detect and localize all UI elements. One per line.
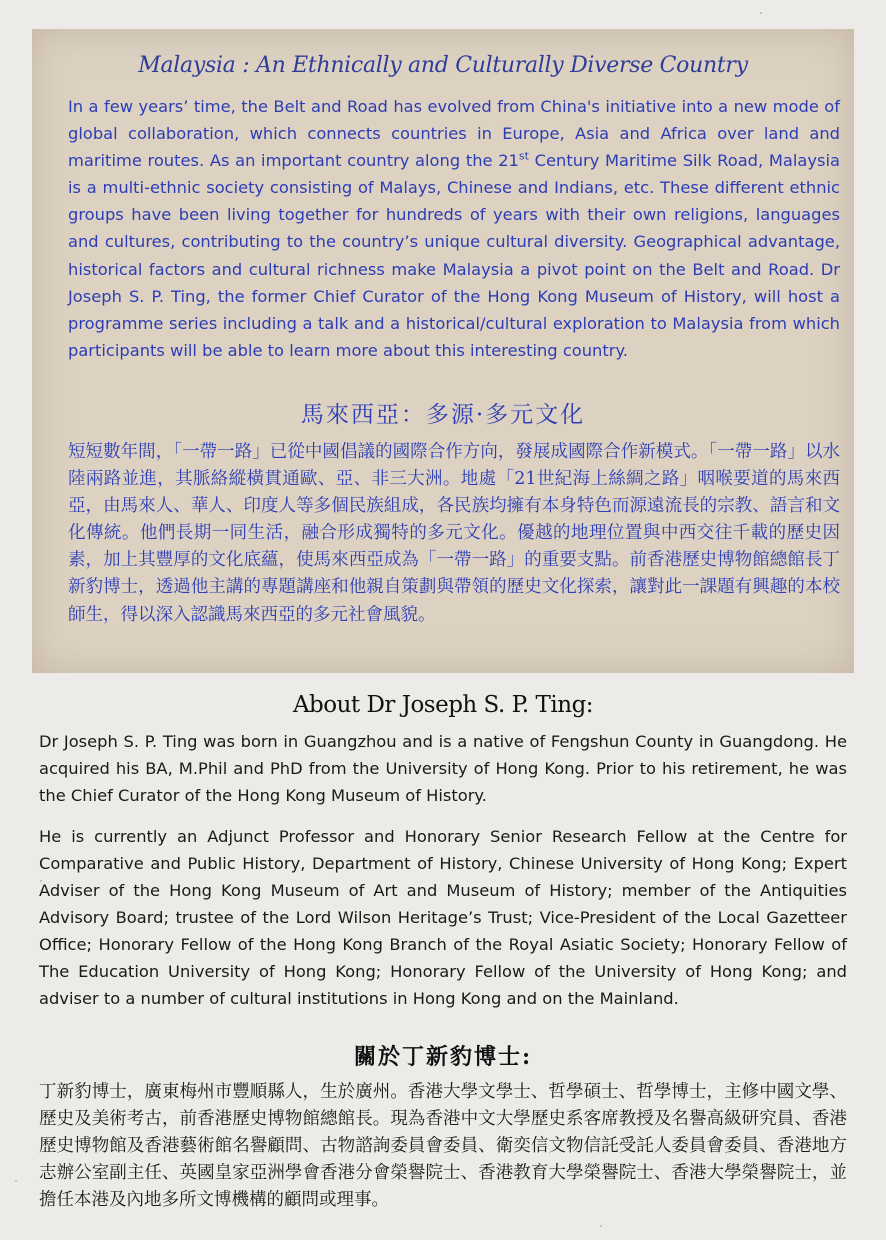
panel-title: Malaysia : An Ethnically and Culturally Diverse Country xyxy=(138,53,748,78)
bio-paragraph-zh: 丁新豹博士，廣東梅州市豐順縣人，生於廣州。香港大學文學士、哲學碩士、哲學博士，主修中國文學、歷史及美術考古，前香港歷史博物館總館長。現為香港中文大學歷史系客席教授及名譽高級研究員、香港歷史博物館及香港藝術館名譽顧問、古物諮詢委員會委員、衛奕信文物信託受託人委員會委員、香港地方志辦公室副主任、英國皇家亞洲學會香港分會榮譽院士、香港教育大學榮譽院士、香港大學榮譽院士，並擔任本港及內地多所文博機構的顧問或理事。 xyxy=(39,1082,847,1210)
intro-paragraph-zh: 短短數年間，「一帶一路」已從中國倡議的國際合作方向，發展成國際合作新模式。「一帶一路」以水陸兩路並進，其脈絡縱橫貫通歐、亞、非三大洲。地處「21世紀海上絲綢之路」咽喉要道的馬來西亞，由馬來人、華人、印度人等多個民族組成，各民族均擁有本身特色而源遠流長的宗教、語言和文化傳統。他們長期一同生活，融合形成獨特的多元文化。優越的地理位置與中西交往千載的歷史因素，加上其豐厚的文化底蘊，使馬來西亞成為「一帶一路」的重要支點。前香港歷史博物館總館長丁新豹博士，透過他主講的專題講座和他親自策劃與帶領的歷史文化探索，讓對此一課題有興趣的本校師生，得以深入認識馬來西亞的多元社會風貌。 xyxy=(68,442,840,625)
bio-paragraph-2: He is currently an Adjunct Professor and Honorary Senior Research Fellow at the Centre for Comparative and Public History, Department of History, Chinese University of Hong Kong; Expert Adviser of the Hong Kong Museum of Art and Museum of History; member of the Antiquities Advisory Board; trustee of the Lord Wilson Heritage’s Trust; Vice-President of the Local Gazetteer Office; Honorary Fellow of the Hong Kong Branch of the Royal Asiatic Society; Honorary Fellow of The Education University of Hong Kong; Honorary Fellow of the University of Hong Kong; and adviser to a number of cultural institutions in Hong Kong and on the Mainland. xyxy=(39,827,847,1008)
intro-paragraph-en xyxy=(68,93,840,364)
paper-speck xyxy=(600,1225,602,1227)
intro-text-part1: In a few years’ time, the Belt and Road has evolved from China's initiative into a new mode of global collaboration, which connects countries in Europe, Asia and Africa over land and maritime routes. As an important country along the 21 xyxy=(68,97,840,171)
about-title-zh: 關於丁新豹博士: xyxy=(353,1044,533,1070)
intro-text-part2: Century Maritime Silk Road, Malaysia is a multi-ethnic society consisting of Malays, Chinese and Indians, etc. These different ethnic groups have been living together for hundreds of years with their own religions, languages and cultures, contributing to the country’s unique cultural diversity. Geographical advantage, historical factors and cultural richness make Malaysia a pivot point on the Belt and Road. Dr Joseph S. P. Ting, the former Chief Curator of the Hong Kong Museum of History, will host a programme series including a talk and a historical/cultural exploration to Malaysia from which participants will be able to learn more about this interesting country. xyxy=(68,151,840,360)
intro-superscript: st xyxy=(518,149,529,163)
paper-speck xyxy=(15,1180,17,1182)
paper-speck xyxy=(760,12,762,14)
panel-title-zh: 馬來西亞：多源·多元文化 xyxy=(300,402,586,428)
bio-paragraph-1: Dr Joseph S. P. Ting was born in Guangzhou and is a native of Fengshun County in Guangdong. He acquired his BA, M.Phil and PhD from the University of Hong Kong. Prior to his retirement, he was the Chief Curator of the Hong Kong Museum of History. xyxy=(39,732,847,805)
about-title: About Dr Joseph S. P. Ting: xyxy=(292,692,594,718)
intro-panel xyxy=(32,29,854,673)
